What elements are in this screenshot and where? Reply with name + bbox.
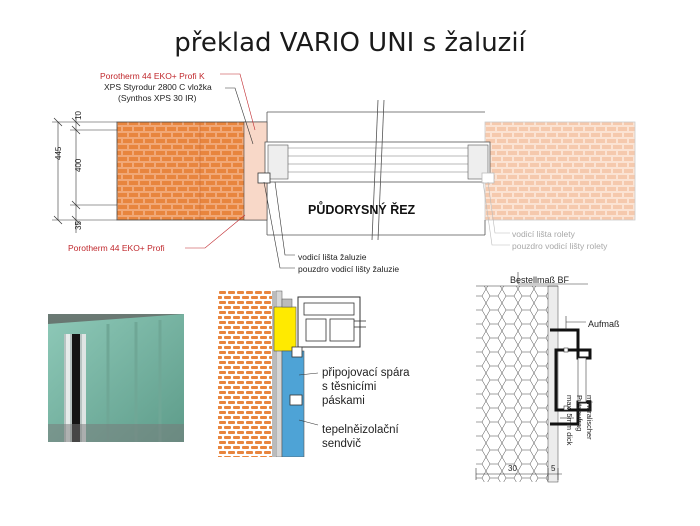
label-joint-2: s těsnicími [322,381,377,393]
guide-rail-photo [48,314,184,442]
label-guide-rail-housing-shutter: pouzdro vodicí lišty rolety [512,241,608,251]
label-aufmass: Aufmaß [588,319,620,329]
label-joint-1: připojovací spára [322,367,410,379]
dim-445: 445 [54,146,63,160]
label-sandwich-2: sendvič [322,438,361,450]
label-guide-rail-shutter: vodicí lišta rolety [512,229,575,239]
label-bestellmass: Bestellmaß BF [510,275,570,285]
label-sandwich-1: tepelněizolační [322,424,399,436]
label-plaster-2: Putzaufrag [575,395,584,432]
label-plaster-3: max. 5mm dick [565,395,574,446]
dim-5: 5 [551,464,556,473]
slide-title: překlad VARIO UNI s žaluzií [174,28,526,58]
label-guide-rail-housing-blind: pouzdro vodicí lišty žaluzie [298,264,400,274]
label-porotherm-k: Porotherm 44 EKO+ Profi K [100,71,205,81]
dim-400: 400 [74,158,83,172]
section-label: PŮDORYSNÝ ŘEZ [308,203,416,217]
dim-30: 30 [508,464,517,473]
label-joint-3: páskami [322,395,365,407]
technical-detail-drawing [470,268,670,490]
dim-35: 35 [74,221,83,230]
dim-10: 10 [74,111,83,120]
label-synthos: (Synthos XPS 30 IR) [118,93,197,103]
label-xps: XPS Styrodur 2800 C vložka [104,82,212,92]
label-plaster-1: mineralischer [585,395,594,440]
label-guide-rail-blind: vodicí lišta žaluzie [298,252,367,262]
label-porotherm: Porotherm 44 EKO+ Profi [68,243,165,253]
